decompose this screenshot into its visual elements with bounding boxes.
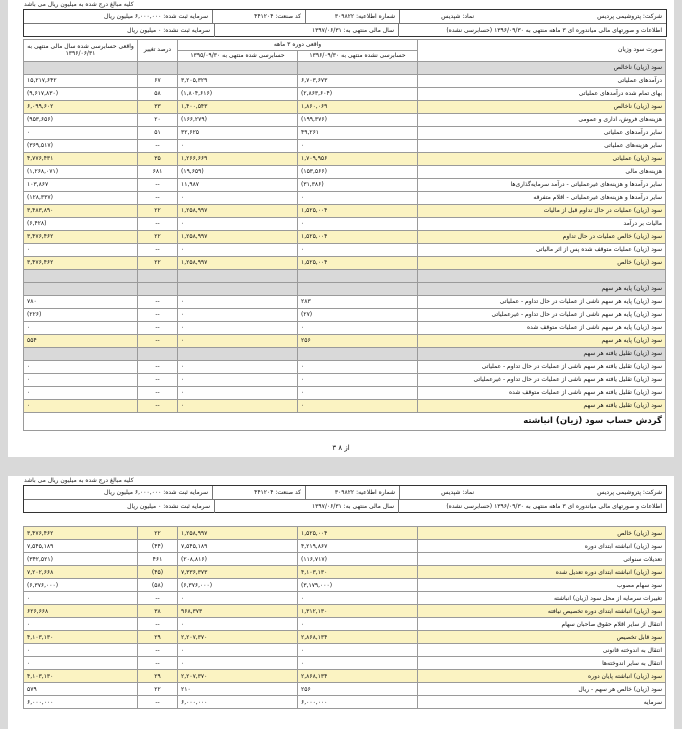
table-row [24,683,666,696]
previous-value: ۰ [178,321,298,334]
row-label: سود (زیان) تقلیل یافته هر سهم ناشی از عملیات در حال تداوم - عملیاتی [418,360,666,373]
previous-value: ۰ [178,191,298,204]
change-percent: ۲۹ [138,670,178,683]
page-number: ۳ از ۸ [332,444,350,452]
table-row [24,373,666,386]
table-row [24,657,666,670]
annual-value: ۳,۴۸۳,۸۹۰ [24,204,138,217]
change-percent: -- [138,295,178,308]
row-label: سود سهام مصوب [418,579,666,592]
report-page-1 [8,0,674,457]
current-value: ۰ [298,191,418,204]
report-page-2 [8,476,674,729]
change-percent: ۲۰ [138,113,178,126]
report-header [23,9,667,37]
row-label: سود (زیان) انباشته ابتدای دوره [418,540,666,553]
row-label: سود (زیان) خالص [418,527,666,540]
current-value: ۱,۳۱۲,۱۳۰ [298,605,418,618]
column-header-previous: حسابرسی شده منتهی به ۱۳۹۵/۰۹/۳۰ [178,50,298,61]
annual-value: (۶,۳۷۶,۰۰۰) [24,579,138,592]
table-row [24,74,666,87]
current-value: ۰ [298,592,418,605]
column-header-current: حسابرسی نشده منتهی به ۱۳۹۶/۰۹/۳۰ [298,50,418,61]
row-label: سایر درآمدها و هزینه‌های غیرعملیاتی - اقلام متفرقه [418,191,666,204]
table-row [24,386,666,399]
table-row [24,605,666,618]
table-row [24,100,666,113]
annual-value: ۴,۱۰۳,۱۳۰ [24,631,138,644]
change-percent: -- [138,191,178,204]
change-percent [138,347,178,360]
table-row [24,269,666,282]
current-value: (۲,۸۶۳,۶۰۴) [298,87,418,100]
row-label: تغییرات سرمایه از محل سود (زیان) انباشته [418,592,666,605]
change-percent: -- [138,178,178,191]
row-label: سود (زیان) پایه هر سهم ناشی از عملیات در حال تداوم - عملیاتی [418,295,666,308]
annual-value: (۹,۶۱۷,۸۳۰) [24,87,138,100]
column-header-item: صورت سود وزیان [418,40,666,62]
change-percent: ۶۸۱ [138,165,178,178]
section-title: گردش حساب سود (زیان) انباشته [24,412,666,430]
table-row [24,282,666,295]
annual-value: ۶۲۶,۶۶۸ [24,605,138,618]
table-row [24,347,666,360]
annual-value: ۱۰۳,۸۶۷ [24,178,138,191]
change-percent: ۲۲ [138,230,178,243]
previous-value: ۰ [178,243,298,256]
current-value [298,61,418,74]
annual-value: (۹۵۳,۶۵۶) [24,113,138,126]
current-value: ۱,۵۲۵,۰۰۴ [298,256,418,269]
annual-value: ۰ [24,644,138,657]
annual-value: ۶,۰۹۹,۶۰۲ [24,100,138,113]
row-label: هزینه‌های مالی [418,165,666,178]
previous-value: ۰ [178,644,298,657]
row-label: سرمایه [418,696,666,709]
report-header [23,485,667,513]
annual-value: ۰ [24,657,138,670]
annual-value: ۷,۲۰۲,۶۶۸ [24,566,138,579]
previous-value: ۳۲,۶۲۵ [178,126,298,139]
current-value: (۳,۱۷۹,۰۰۰) [298,579,418,592]
change-percent: (۴۴) [138,540,178,553]
previous-value: ۱,۲۵۸,۹۹۷ [178,204,298,217]
previous-value: (۱۶۶,۲۷۹) [178,113,298,126]
row-label: سود (زیان) انباشته ابتدای دوره تخصیص نیافته [418,605,666,618]
previous-value: ۳,۲۰۵,۳۲۹ [178,74,298,87]
current-value: ۰ [298,386,418,399]
change-percent: ۳۳ [138,100,178,113]
current-value: ۲۵۶ [298,683,418,696]
table-row [24,553,666,566]
notice-number: شماره اطلاعیه: ۳۰۹۸۲۲ [334,13,395,20]
previous-value: ۰ [178,592,298,605]
table-row [24,579,666,592]
current-value: ۰ [298,321,418,334]
table-row [24,321,666,334]
current-value: ۰ [298,618,418,631]
income-statement-table [23,39,666,431]
notice-number: شماره اطلاعیه: ۳۰۹۸۲۲ [334,489,395,496]
current-value: ۱,۷۰۹,۹۵۶ [298,152,418,165]
fiscal-year: سال مالی منتهی به: ۱۳۹۷/۰۶/۳۱ [311,27,394,34]
previous-value: ۰ [178,360,298,373]
current-value: ۴,۱۰۳,۱۳۰ [298,566,418,579]
table-row [24,566,666,579]
table-row [24,217,666,230]
report-title: اطلاعات و صورتهای مالی میاندوره ای ۳ ماهه منتهی به ۱۳۹۶/۰۹/۳۰ (حسابرسی نشده) [446,503,662,510]
change-percent: ۲۹ [138,631,178,644]
amounts-note: کلیه مبالغ درج شده به میلیون ریال می باشد [24,477,134,484]
annual-value: (۶,۴۲۸) [24,217,138,230]
annual-value: (۳۴۲,۵۲۱) [24,553,138,566]
previous-value: (۱۹,۶۵۹) [178,165,298,178]
annual-value: (۲۲۶) [24,308,138,321]
previous-value: ۲,۲۰۷,۳۷۰ [178,670,298,683]
table-row [24,204,666,217]
previous-value [178,347,298,360]
current-value: ۰ [298,373,418,386]
unregistered-capital: سرمایه ثبت نشده: ۰ میلیون ریال [127,503,210,510]
row-label: سود (زیان) عملیات در حال تداوم قبل از مالیات [418,204,666,217]
annual-value: ۳,۴۷۶,۴۶۲ [24,230,138,243]
previous-value: (۲۰۸,۸۱۶) [178,553,298,566]
table-row [24,527,666,540]
current-value: (۳۱,۳۸۶) [298,178,418,191]
change-percent: ۲۲ [138,527,178,540]
annual-value: (۱۲۸,۳۳۷) [24,191,138,204]
row-label: سود (زیان) تقلیل یافته هر سهم [418,399,666,412]
current-value: ۴,۲۱۹,۸۶۷ [298,540,418,553]
current-value: ۲۵۶ [298,334,418,347]
change-percent [138,269,178,282]
change-percent: ۶۷ [138,74,178,87]
current-value: ۲۸۳ [298,295,418,308]
change-percent: -- [138,399,178,412]
row-label: سود (زیان) عملیات متوقف شده پس از اثر مالیاتی [418,243,666,256]
change-percent: ۳۵ [138,152,178,165]
annual-value: ۳,۴۷۶,۴۶۲ [24,256,138,269]
previous-value [178,269,298,282]
table-row [24,360,666,373]
annual-value: ۰ [24,618,138,631]
current-value: (۱۹۹,۳۷۶) [298,113,418,126]
current-value: ۰ [298,399,418,412]
company-name: شرکت: پتروشیمی پردیس [597,13,662,20]
previous-value [178,282,298,295]
current-value: ۲,۸۶۸,۱۳۴ [298,670,418,683]
change-percent: ۲۲ [138,256,178,269]
previous-value: ۶,۰۰۰,۰۰۰ [178,696,298,709]
annual-value: ۰ [24,373,138,386]
table-row [24,399,666,412]
change-percent: ۵۱ [138,126,178,139]
registered-capital: سرمایه ثبت شده: ۶,۰۰۰,۰۰۰ میلیون ریال [104,13,208,20]
table-row [24,631,666,644]
change-percent: -- [138,644,178,657]
change-percent: -- [138,386,178,399]
current-value: ۰ [298,657,418,670]
annual-value: ۰ [24,592,138,605]
column-header-annual: واقعی حسابرسی شده سال مالی منتهی به ۱۳۹۶/۰۶/۳۱ [24,40,138,62]
table-row [24,126,666,139]
row-label: بهای تمام شده درآمدهای عملیاتی [418,87,666,100]
current-value: ۱,۵۲۵,۰۰۴ [298,204,418,217]
table-row [24,295,666,308]
row-label: انتقال به اندوخته قانونی [418,644,666,657]
report-title: اطلاعات و صورتهای مالی میاندوره ای ۳ ماهه منتهی به ۱۳۹۶/۰۹/۳۰ (حسابرسی نشده) [446,27,662,34]
row-label: مالیات بر درآمد [418,217,666,230]
annual-value: ۱۵,۲۱۷,۶۴۲ [24,74,138,87]
current-value: ۰ [298,217,418,230]
annual-value: ۵۷۹ [24,683,138,696]
current-value: ۰ [298,644,418,657]
table-row [24,61,666,74]
row-label [418,269,666,282]
current-value: ۰ [298,139,418,152]
current-value [298,269,418,282]
company-name: شرکت: پتروشیمی پردیس [597,489,662,496]
annual-value [24,282,138,295]
annual-value: (۱,۲۶۸,۰۷۱) [24,165,138,178]
previous-value: ۱۱,۹۸۷ [178,178,298,191]
previous-value: ۲۱۰ [178,683,298,696]
change-percent: ۲۲ [138,204,178,217]
previous-value: ۱,۲۵۸,۹۹۷ [178,230,298,243]
symbol: نماد: شپدیس [441,13,474,20]
change-percent: (۵۸) [138,579,178,592]
column-header-actual-3m: واقعی دوره ۳ ماهه [178,40,418,51]
annual-value: ۳,۴۷۶,۴۶۲ [24,527,138,540]
current-value: ۴۹,۲۶۱ [298,126,418,139]
annual-value: ۶,۰۰۰,۰۰۰ [24,696,138,709]
current-value: ۱,۵۲۵,۰۰۴ [298,230,418,243]
table-row [24,152,666,165]
change-percent: ۴۶۱ [138,553,178,566]
row-label: سود (زیان) عملیاتی [418,152,666,165]
symbol: نماد: شپدیس [441,489,474,496]
current-value: ۶,۰۰۰,۰۰۰ [298,696,418,709]
current-value [298,282,418,295]
row-label: سود (زیان) انباشته پایان دوره [418,670,666,683]
change-percent: -- [138,373,178,386]
amounts-note: کلیه مبالغ درج شده به میلیون ریال می باشد [24,1,134,8]
table-row [24,87,666,100]
table-row [24,670,666,683]
annual-value: ۰ [24,386,138,399]
table-row [24,644,666,657]
row-label: سود (زیان) تقلیل یافته هر سهم [418,347,666,360]
current-value: ۲,۸۶۸,۱۳۴ [298,631,418,644]
table-row [24,191,666,204]
table-row [24,540,666,553]
annual-value: (۳۶۹,۵۱۷) [24,139,138,152]
annual-value: ۴,۷۷۶,۴۳۱ [24,152,138,165]
change-percent: -- [138,139,178,152]
row-label: سود (زیان) ناخالص [418,61,666,74]
previous-value: ۱,۴۰۰,۵۴۳ [178,100,298,113]
previous-value: ۱,۲۵۸,۹۹۷ [178,256,298,269]
change-percent: ۳۸ [138,605,178,618]
previous-value: ۹۶۸,۳۷۳ [178,605,298,618]
previous-value: ۱,۲۶۶,۶۶۹ [178,152,298,165]
previous-value: ۱,۲۵۸,۹۹۷ [178,527,298,540]
table-row [24,412,666,430]
row-label: سود (زیان) پایه هر سهم ناشی از عملیات در حال تداوم - غیرعملیاتی [418,308,666,321]
row-label: سایر هزینه‌های عملیاتی [418,139,666,152]
current-value: ۱,۸۶۰,۰۶۹ [298,100,418,113]
table-row [24,308,666,321]
previous-value: ۰ [178,217,298,230]
row-label: سود (زیان) پایه هر سهم ناشی از عملیات متوقف شده [418,321,666,334]
row-label: سایر درآمدهای عملیاتی [418,126,666,139]
change-percent: (۴۵) [138,566,178,579]
current-value: (۱۱۶,۷۱۷) [298,553,418,566]
table-row [24,334,666,347]
table-row [24,696,666,709]
current-value: ۱,۵۲۵,۰۰۴ [298,527,418,540]
annual-value: ۰ [24,360,138,373]
change-percent: -- [138,243,178,256]
change-percent: ۲۲ [138,683,178,696]
row-label: سود (زیان) انباشته ابتدای دوره تعدیل شده [418,566,666,579]
current-value: ۶,۷۰۳,۶۷۳ [298,74,418,87]
previous-value: ۰ [178,295,298,308]
row-label: سود (زیان) خالص [418,256,666,269]
industry-code: کد صنعت: ۴۴۱۲۰۴ [254,13,301,20]
change-percent: -- [138,321,178,334]
annual-value: ۰ [24,321,138,334]
current-value: (۱۵۳,۵۶۶) [298,165,418,178]
annual-value: ۰ [24,243,138,256]
annual-value: ۰ [24,399,138,412]
registered-capital: سرمایه ثبت شده: ۶,۰۰۰,۰۰۰ میلیون ریال [104,489,208,496]
previous-value: ۰ [178,657,298,670]
row-label: سود (زیان) پایه هر سهم [418,282,666,295]
row-label: سود (زیان) خالص عملیات در حال تداوم [418,230,666,243]
fiscal-year: سال مالی منتهی به: ۱۳۹۷/۰۶/۳۱ [311,503,394,510]
change-percent [138,282,178,295]
row-label: سود (زیان) تقلیل یافته هر سهم ناشی از عملیات متوقف شده [418,386,666,399]
change-percent: -- [138,696,178,709]
previous-value: (۱,۸۰۴,۶۱۶) [178,87,298,100]
table-row [24,592,666,605]
row-label: سود (زیان) تقلیل یافته هر سهم ناشی از عملیات در حال تداوم - غیرعملیاتی [418,373,666,386]
table-row [24,113,666,126]
unregistered-capital: سرمایه ثبت نشده: ۰ میلیون ریال [127,27,210,34]
change-percent: ۵۸ [138,87,178,100]
row-label: انتقال به سایر اندوخته‌ها [418,657,666,670]
previous-value: ۰ [178,386,298,399]
table-row [24,256,666,269]
change-percent: -- [138,308,178,321]
previous-value: ۷,۳۳۶,۳۷۳ [178,566,298,579]
row-label: تعدیلات سنواتی [418,553,666,566]
annual-value: ۴,۱۰۳,۱۳۰ [24,670,138,683]
change-percent: -- [138,618,178,631]
previous-value [178,61,298,74]
previous-value: ۲,۲۰۷,۳۷۰ [178,631,298,644]
previous-value: ۰ [178,373,298,386]
retained-earnings-table [23,526,666,709]
previous-value: ۰ [178,399,298,412]
table-row [24,243,666,256]
previous-value: (۶,۳۷۶,۰۰۰) [178,579,298,592]
industry-code: کد صنعت: ۴۴۱۲۰۴ [254,489,301,496]
annual-value: ۰ [24,126,138,139]
previous-value: ۰ [178,139,298,152]
change-percent: -- [138,334,178,347]
annual-value [24,347,138,360]
change-percent: -- [138,657,178,670]
annual-value: ۵۵۴ [24,334,138,347]
previous-value: ۰ [178,334,298,347]
previous-value: ۰ [178,308,298,321]
row-label: سود قابل تخصیص [418,631,666,644]
column-header-change: درصد تغییر [138,40,178,62]
table-row [24,178,666,191]
current-value: ۰ [298,360,418,373]
row-label: سایر درآمدها و هزینه‌های غیرعملیاتی - درآمد سرمایه‌گذاری‌ها [418,178,666,191]
row-label: انتقال از سایر اقلام حقوق صاحبان سهام [418,618,666,631]
table-row [24,230,666,243]
previous-value: ۰ [178,618,298,631]
row-label: سود (زیان) خالص هر سهم - ریال [418,683,666,696]
table-row [24,165,666,178]
current-value: ۰ [298,243,418,256]
table-row [24,618,666,631]
current-value: (۲۷) [298,308,418,321]
current-value [298,347,418,360]
row-label: سود (زیان) ناخالص [418,100,666,113]
table-row [24,139,666,152]
change-percent: -- [138,360,178,373]
previous-value: ۷,۵۴۵,۱۸۹ [178,540,298,553]
row-label: هزینه‌های فروش، اداری و عمومی [418,113,666,126]
change-percent [138,61,178,74]
row-label: درآمدهای عملیاتی [418,74,666,87]
change-percent: -- [138,217,178,230]
annual-value: ۷,۵۴۵,۱۸۹ [24,540,138,553]
annual-value: ۷۸۰ [24,295,138,308]
annual-value [24,61,138,74]
row-label: سود (زیان) پایه هر سهم [418,334,666,347]
change-percent: -- [138,592,178,605]
annual-value [24,269,138,282]
